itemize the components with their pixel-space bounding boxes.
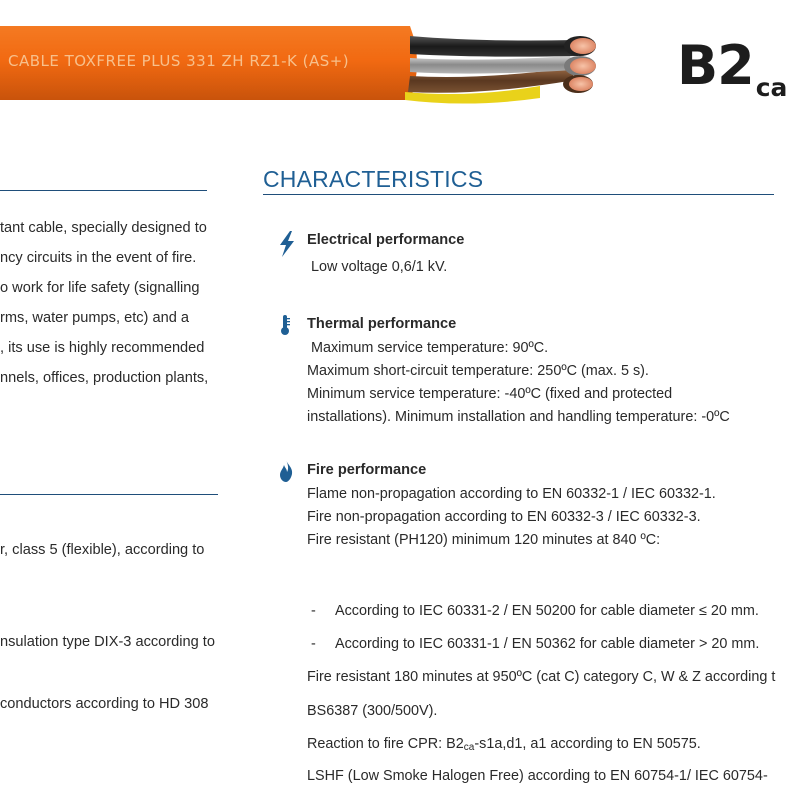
fire-line: Flame non-propagation according to EN 60332-1 / IEC 60332-1. (307, 486, 716, 502)
left-section-rule-1 (0, 190, 207, 191)
fire-line: Fire resistant (PH120) minimum 120 minutes at 840 ºC: (307, 532, 661, 548)
intro-line: , its use is highly recommended (0, 340, 205, 356)
characteristics-rule (263, 194, 774, 195)
thermal-heading: Thermal performance (307, 316, 457, 332)
reaction-prefix: Reaction to fire CPR: B2 (307, 736, 464, 752)
bs6387-line: BS6387 (300/500V). (307, 703, 438, 719)
electrical-heading: Electrical performance (307, 232, 465, 248)
lshf-line: LSHF (Low Smoke Halogen Free) according to EN 60754-1/ IEC 60754- (307, 768, 768, 784)
intro-line: o work for life safety (signalling (0, 280, 200, 296)
thermal-line: installations). Minimum installation and handling temperature: -0ºC (307, 409, 730, 425)
reaction-to-fire-line (307, 736, 701, 753)
thermal-line: Minimum service temperature: -40ºC (fixed and protected (307, 386, 673, 402)
fire-bullet: According to IEC 60331-1 / EN 50362 for cable diameter > 20 mm. (335, 636, 760, 652)
cpr-class-badge (677, 34, 787, 102)
reaction-sub: ca (463, 742, 475, 753)
badge-main: B2 (677, 34, 754, 97)
fire-heading: Fire performance (307, 462, 427, 478)
lightning-icon (276, 231, 296, 257)
construction-line: conductors according to HD 308 (0, 696, 209, 712)
bullet-dash: - (311, 603, 316, 619)
fire-line: Fire non-propagation according to EN 60332-3 / IEC 60332-3. (307, 509, 701, 525)
cable-print-text: CABLE TOXFREE PLUS 331 ZH RZ1-K (AS+) (8, 52, 350, 70)
intro-line: tant cable, specially designed to (0, 220, 207, 236)
electrical-text: Low voltage 0,6/1 kV. (311, 259, 448, 275)
thermometer-icon (279, 314, 291, 336)
bullet-dash: - (311, 636, 316, 652)
fire-bullet: According to IEC 60331-2 / EN 50200 for cable diameter ≤ 20 mm. (335, 603, 759, 619)
intro-line: ncy circuits in the event of fire. (0, 250, 197, 266)
thermal-line: Maximum short-circuit temperature: 250ºC (max. 5 s). (307, 363, 649, 379)
thermal-line: Maximum service temperature: 90ºC. (311, 340, 549, 356)
intro-line: rms, water pumps, etc) and a (0, 310, 189, 326)
construction-line: r, class 5 (flexible), according to (0, 542, 205, 558)
construction-line: nsulation type DIX-3 according to (0, 634, 215, 650)
badge-sub: ca (755, 73, 787, 102)
intro-line: nnels, offices, production plants, (0, 370, 209, 386)
characteristics-title: CHARACTERISTICS (263, 166, 484, 192)
fire-resistant-180-line: Fire resistant 180 minutes at 950ºC (cat C) category C, W & Z according t (307, 669, 776, 685)
left-section-rule-2 (0, 494, 218, 495)
flame-icon (278, 460, 294, 482)
reaction-suffix: -s1a,d1, a1 according to EN 50575. (474, 736, 701, 752)
